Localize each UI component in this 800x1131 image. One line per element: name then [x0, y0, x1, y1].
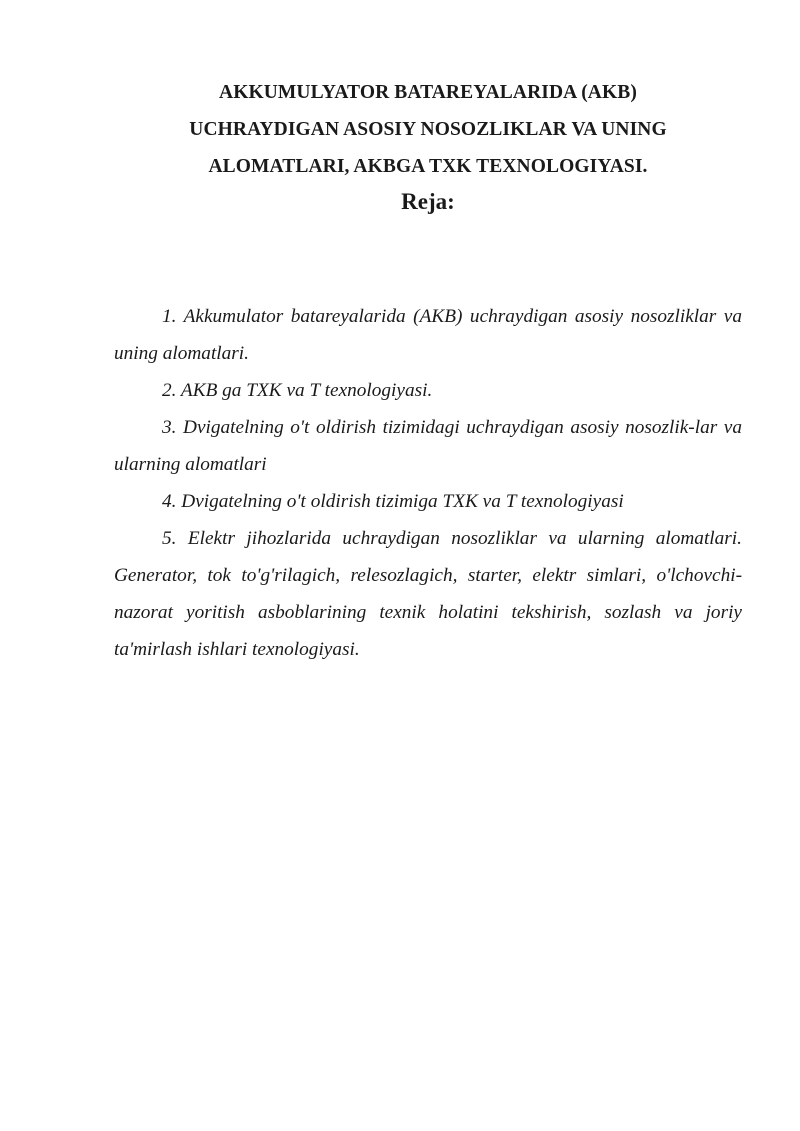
title-line-2: UCHRAYDIGAN ASOSIY NOSOZLIKLAR VA UNING — [189, 119, 667, 140]
title-line-1: AKKUMULYATOR BATAREYALARIDA (AKB) — [219, 82, 637, 103]
plan-heading: Reja: — [401, 189, 455, 214]
plan-item-3: 3. Dvigatelning o't oldirish tizimidagi uchraydigan asosiy nosozlik-lar va ularning alomatlari — [114, 417, 742, 475]
plan-item-1: 1. Akkumulator batareyalarida (AKB) uchraydigan asosiy nosozliklar va uning alomatlari. — [114, 306, 742, 364]
plan-item-2: 2. AKB ga TXK va T texnologiyasi. — [162, 380, 433, 401]
document-title — [114, 74, 742, 185]
plan-list — [114, 298, 742, 668]
plan-item-5: 5. Elektr jihozlarida uchraydigan nosozliklar va ularning alomatlari. Generator, tok to'g'rilagich, relesozlagich, starter, elektr simlari, o'lchovchi-nazorat yoritish asboblarining texnik holatini tekshirish, sozlash va joriy ta'mirlash ishlari texnologiyasi. — [114, 528, 742, 660]
plan-item-4: 4. Dvigatelning o't oldirish tizimiga TXK va T texnologiyasi — [162, 491, 624, 512]
title-line-3: ALOMATLARI, AKBGA TXK TEXNOLOGIYASI. — [208, 156, 648, 177]
